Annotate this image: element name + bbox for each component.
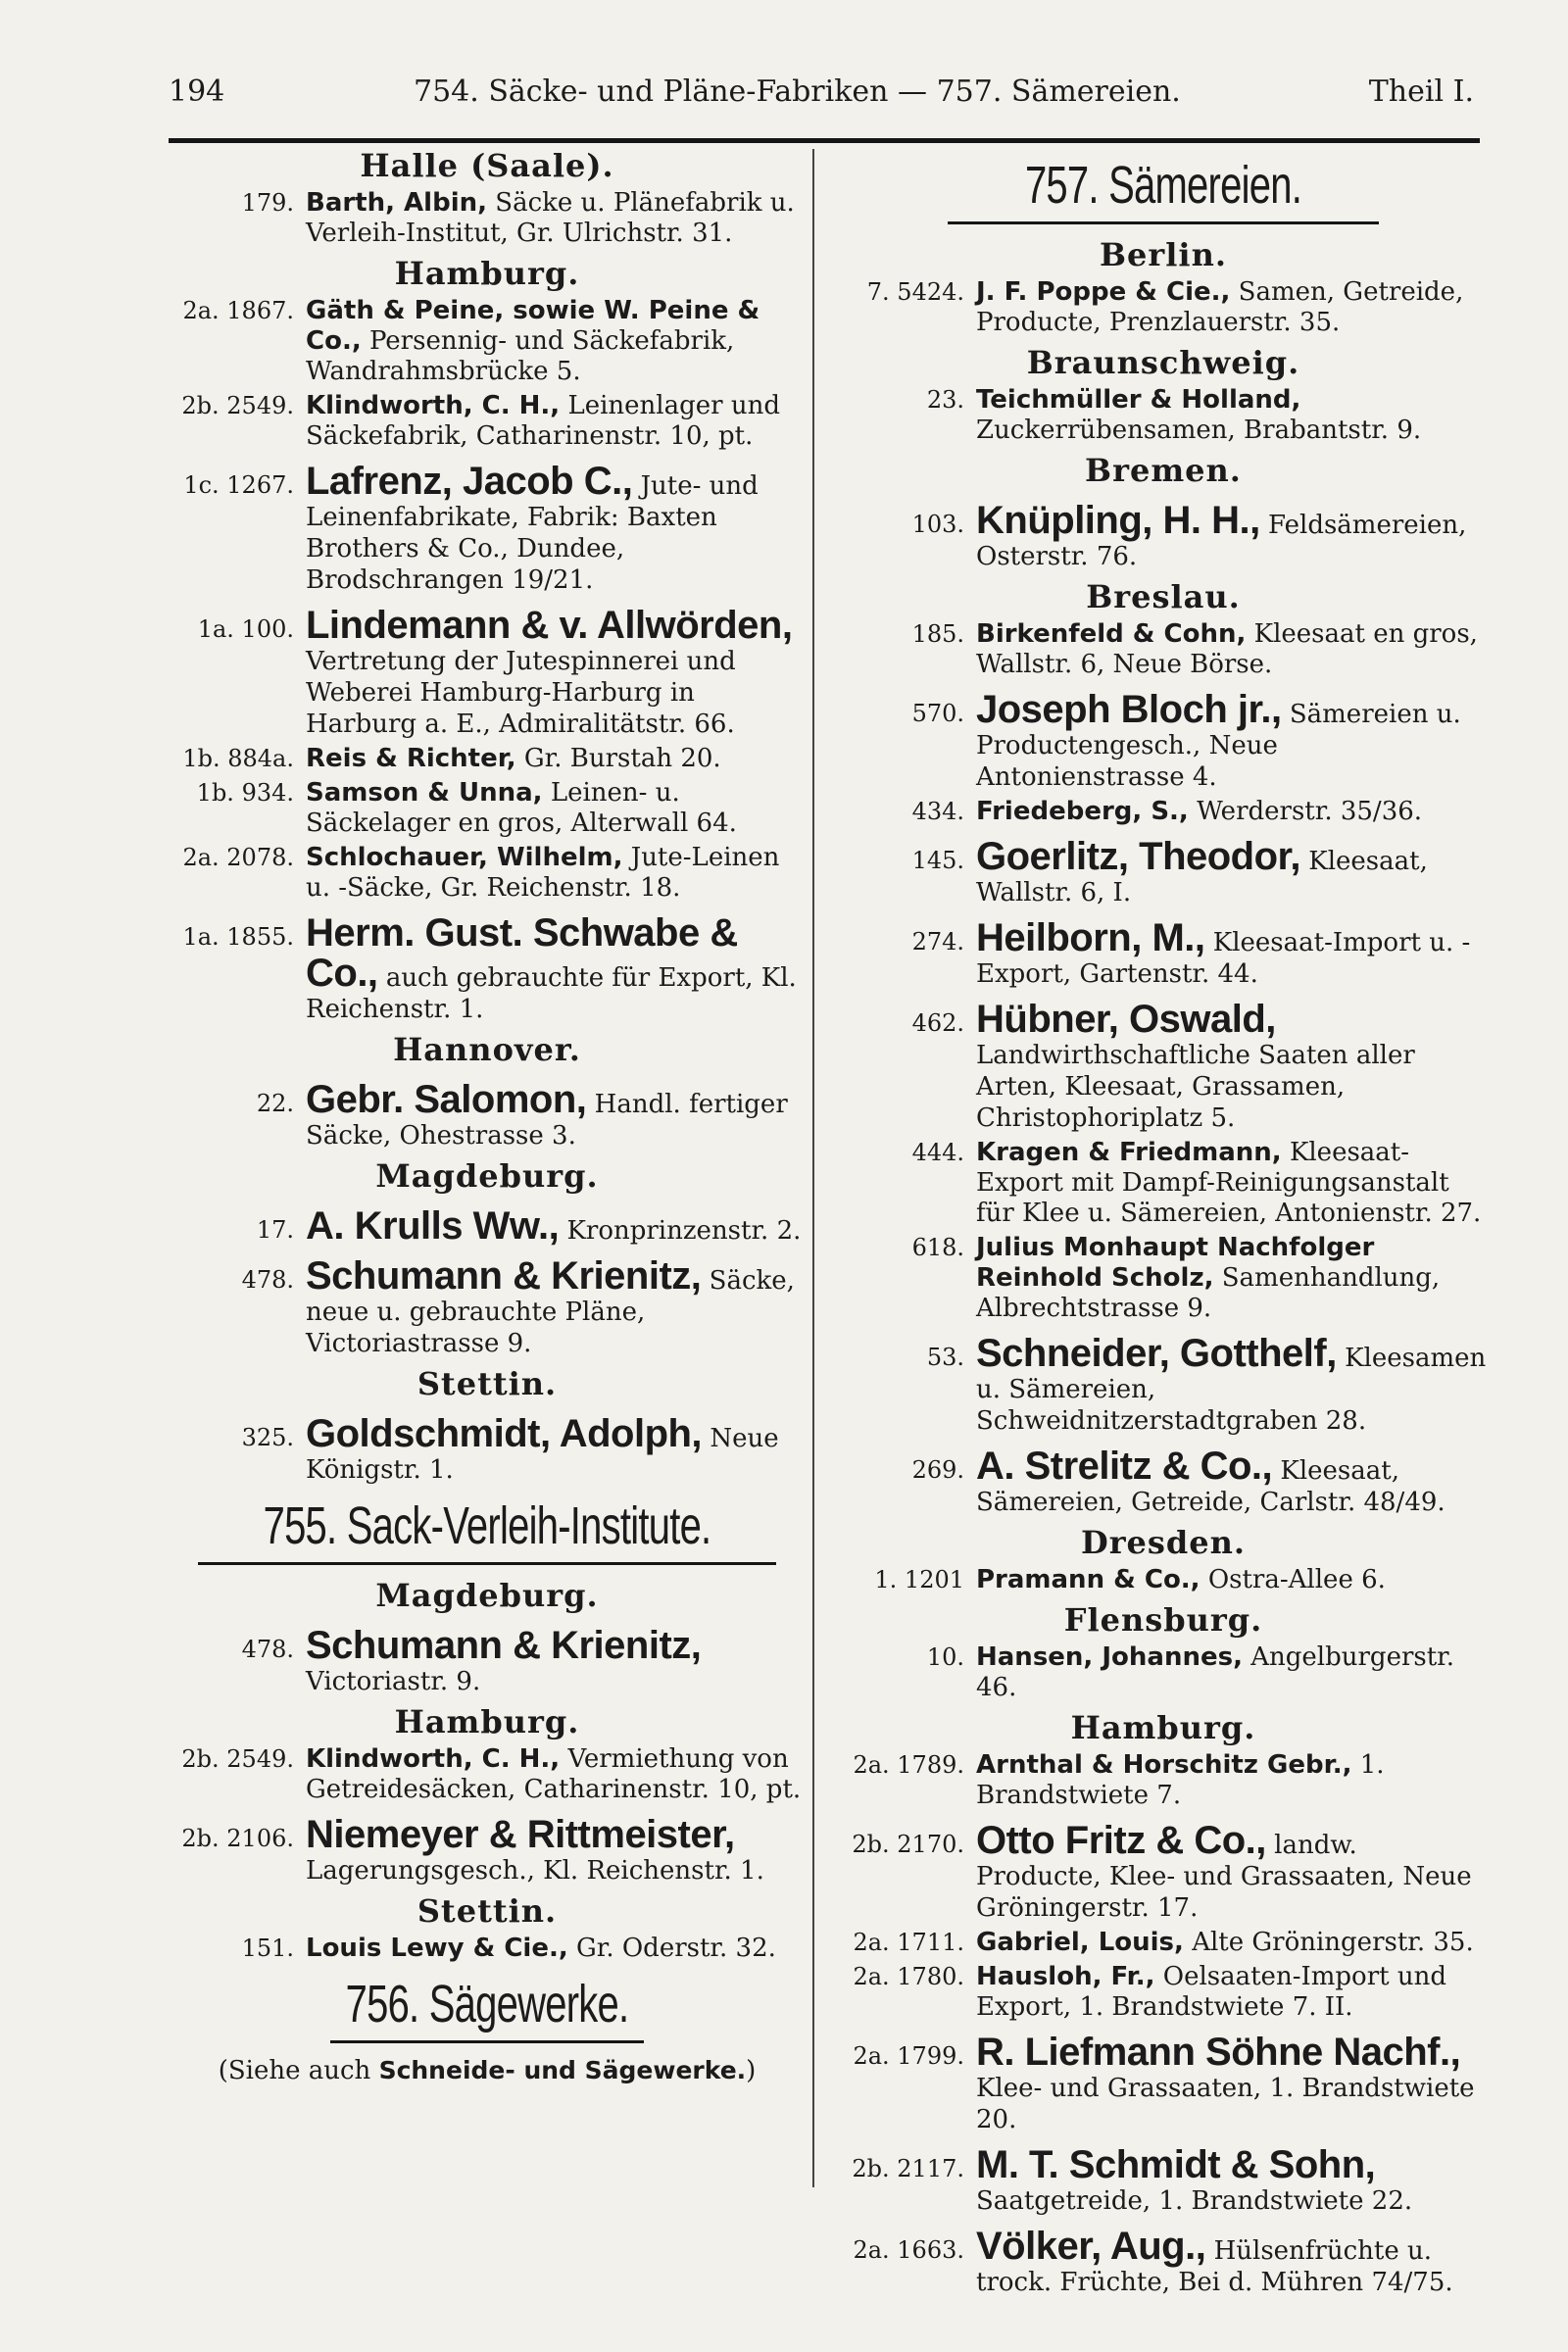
entry-name: Schlochauer, Wilhelm, xyxy=(306,843,623,872)
entry-name: Friedeberg, S., xyxy=(976,797,1189,826)
list-item xyxy=(169,462,806,596)
entry-desc: Landwirthschaftliche Saaten aller Arten, Kleesaat, Grassamen, Christophoriplatz 5. xyxy=(976,1041,1415,1133)
entry-desc: Leinen- u. Säckelager en gros, Alterwall 64. xyxy=(306,778,737,838)
list-item xyxy=(839,1138,1488,1229)
entry-desc: Leinenlager und Säckefabrik, Catharinenstr. 10, pt. xyxy=(306,391,780,451)
city-heading: Hannover. xyxy=(393,1031,581,1068)
list-item xyxy=(839,1962,1488,2023)
entry-name: Hausloh, Fr., xyxy=(976,1962,1155,1991)
entry-number: 444. xyxy=(911,1139,964,1166)
column-divider xyxy=(812,149,814,2187)
entry-number: 151. xyxy=(241,1935,294,1962)
entry-number: 2b. 2106. xyxy=(181,1825,294,1852)
list-item xyxy=(839,1821,1488,1924)
list-item xyxy=(839,501,1488,572)
entry-name: Arnthal & Horschitz Gebr., xyxy=(976,1750,1352,1780)
list-item xyxy=(169,296,806,387)
section-rule xyxy=(198,1562,776,1565)
entry-number: 1b. 884a. xyxy=(182,745,294,772)
entry-number: 179. xyxy=(241,189,294,217)
list-item xyxy=(169,1080,806,1152)
entry-number: 103. xyxy=(911,511,964,538)
entry-desc: Vertretung der Jutespinnerei und Weberei Hamburg-Harburg in Harburg a. E., Admiralitätstr. 66. xyxy=(306,647,736,739)
entry-desc: Saatgetreide, 1. Brandstwiete 22. xyxy=(976,2186,1413,2216)
section-rule xyxy=(330,2040,644,2043)
city-heading: Stettin. xyxy=(416,1365,558,1402)
entry-number: 2a. 1780. xyxy=(853,1963,964,1990)
entry-number: 7. 5424. xyxy=(866,278,964,306)
entry-desc: Handl. fertiger Säcke, Ohestrasse 3. xyxy=(306,1090,788,1151)
entry-name: Völker, Aug., xyxy=(976,2225,1206,2268)
entry-name: Lindemann & v. Allwörden, xyxy=(306,604,793,647)
city-heading: Magdeburg. xyxy=(375,1157,599,1195)
entry-desc: Feldsämereien, Osterstr. 76. xyxy=(976,511,1467,571)
entry-number: 462. xyxy=(911,1009,964,1037)
entry-name: Kragen & Friedmann, xyxy=(976,1138,1282,1167)
city-heading: Hamburg. xyxy=(1070,1709,1256,1746)
entry-name: Gebr. Salomon, xyxy=(306,1078,587,1121)
entry-desc: Ostra-Allee 6. xyxy=(1207,1565,1386,1594)
entry-number: 478. xyxy=(241,1266,294,1294)
header-rule xyxy=(169,138,1480,143)
entry-name: Goldschmidt, Adolph, xyxy=(306,1412,703,1455)
entry-desc: Hülsenfrüchte u. trock. Früchte, Bei d. Mühren 74/75. xyxy=(976,2236,1453,2297)
entry-number: 1a. 1855. xyxy=(182,923,294,951)
entry-desc: Alte Gröningerstr. 35. xyxy=(1192,1928,1474,1957)
entry-desc: Neue Königstr. 1. xyxy=(306,1424,779,1485)
section-heading: 756. Sägewerke. xyxy=(345,1975,629,2034)
entry-name: Goerlitz, Theodor, xyxy=(976,835,1301,878)
entry-desc: Persennig- und Säckefabrik, Wandrahmsbrücke 5. xyxy=(306,326,735,386)
entry-number: 2a. 1799. xyxy=(853,2042,964,2070)
entry-name: Hansen, Johannes, xyxy=(976,1642,1243,1672)
list-item xyxy=(839,2033,1488,2135)
entry-number: 2a. 1789. xyxy=(853,1751,964,1779)
note-prefix: (Siehe auch xyxy=(218,2056,371,2085)
list-item xyxy=(169,1744,806,1805)
list-item xyxy=(169,1934,806,1964)
entry-number: 53. xyxy=(926,1344,964,1371)
entry-number: 434. xyxy=(911,798,964,825)
city-heading: Bremen. xyxy=(1085,452,1242,489)
entry-desc: Kleesamen u. Sämereien, Schweidnitzerstadtgraben 28. xyxy=(976,1344,1487,1436)
entry-name: Julius Monhaupt Nachfolger Reinhold Scholz, xyxy=(976,1233,1375,1293)
running-title: 754. Säcke- und Pläne-Fabriken — 757. Sämereien. xyxy=(414,74,1181,109)
entry-desc: Gr. Oderstr. 32. xyxy=(575,1934,776,1963)
list-item xyxy=(839,2145,1488,2217)
list-item xyxy=(839,797,1488,827)
city-heading: Dresden. xyxy=(1080,1524,1247,1561)
entry-desc: Säcke, neue u. gebrauchte Pläne, Victoriastrasse 9. xyxy=(306,1266,795,1358)
entry-name: Knüpling, H. H., xyxy=(976,499,1260,542)
entry-name: Gäth & Peine, sowie W. Peine & Co., xyxy=(306,296,760,356)
city-heading: Halle (Saale). xyxy=(360,147,614,184)
city-heading: Hamburg. xyxy=(394,255,580,292)
entry-name: Pramann & Co., xyxy=(976,1565,1200,1594)
entry-name: Teichmüller & Holland, xyxy=(976,385,1301,415)
running-head xyxy=(169,74,1474,114)
entry-name: Lafrenz, Jacob C., xyxy=(306,460,633,503)
note-suffix: ) xyxy=(746,2056,757,2085)
entry-desc: Kleesaat en gros, Wallstr. 6, Neue Börse. xyxy=(976,619,1478,679)
entry-name: Schneider, Gotthelf, xyxy=(976,1332,1337,1375)
part-label: Theil I. xyxy=(1368,74,1474,109)
list-item xyxy=(169,391,806,452)
entry-desc: Jute- und Leinenfabrikate, Fabrik: Baxten Brothers & Co., Dundee, Brodschrangen 19/21. xyxy=(306,471,759,595)
entry-name: Joseph Bloch jr., xyxy=(976,688,1282,731)
entry-number: 2b. 2117. xyxy=(852,2155,964,2182)
entry-desc: Samenhandlung, Albrechtstrasse 9. xyxy=(976,1263,1441,1323)
left-column xyxy=(169,145,806,2088)
entry-name: Heilborn, M., xyxy=(976,916,1205,959)
entry-desc: Oelsaaten-Import und Export, 1. Brandstwiete 7. II. xyxy=(976,1962,1446,2022)
entry-desc: Klee- und Grassaaten, 1. Brandstwiete 20. xyxy=(976,2074,1475,2134)
entry-desc: Kronprinzenstr. 2. xyxy=(566,1216,802,1246)
entry-desc: Lagerungsgesch., Kl. Reichenstr. 1. xyxy=(306,1856,764,1886)
entry-number: 478. xyxy=(241,1636,294,1663)
entry-desc: Samen, Getreide, Producte, Prenzlauerstr. 35. xyxy=(976,277,1464,337)
entry-name: Barth, Albin, xyxy=(306,188,487,218)
list-item xyxy=(169,744,806,774)
list-item xyxy=(839,1928,1488,1958)
list-item xyxy=(169,778,806,839)
entry-name: M. T. Schmidt & Sohn, xyxy=(976,2143,1376,2186)
list-item xyxy=(169,1626,806,1697)
list-item xyxy=(839,2227,1488,2298)
list-item xyxy=(169,843,806,904)
entry-desc: Angelburgerstr. 46. xyxy=(976,1642,1455,1702)
entry-number: 2a. 1867. xyxy=(182,297,294,324)
city-heading: Hamburg. xyxy=(394,1703,580,1740)
entry-number: 1c. 1267. xyxy=(183,471,294,499)
entry-name: Reis & Richter, xyxy=(306,744,516,773)
entry-number: 2a. 2078. xyxy=(182,844,294,871)
list-item xyxy=(839,918,1488,990)
list-item xyxy=(169,1206,806,1247)
entry-number: 23. xyxy=(926,386,964,414)
entry-desc: Werderstr. 35/36. xyxy=(1197,797,1423,826)
page-number: 194 xyxy=(169,74,225,109)
entry-name: Birkenfeld & Cohn, xyxy=(976,619,1247,649)
entry-desc: Sämereien u. Productengesch., Neue Antonienstrasse 4. xyxy=(976,700,1461,792)
entry-desc: Gr. Burstah 20. xyxy=(523,744,721,773)
entry-desc: Kleesaat-Import u. -Export, Gartenstr. 44. xyxy=(976,928,1471,989)
entry-name: Herm. Gust. Schwabe & Co., xyxy=(306,911,738,995)
entry-number: 274. xyxy=(911,928,964,956)
section-heading: 755. Sack-Verleih-Institute. xyxy=(263,1496,711,1555)
list-item xyxy=(169,1414,806,1486)
entry-number: 2a. 1663. xyxy=(853,2236,964,2264)
list-item xyxy=(839,837,1488,908)
city-heading: Flensburg. xyxy=(1063,1601,1263,1639)
list-item xyxy=(839,1750,1488,1811)
list-item xyxy=(169,606,806,740)
entry-number: 1. 1201 xyxy=(874,1566,964,1593)
entry-desc: Kleesaat-Export mit Dampf-Reinigungsanstalt für Klee u. Sämereien, Antonienstr. 27. xyxy=(976,1138,1482,1228)
city-heading: Braunschweig. xyxy=(1026,344,1300,381)
list-item xyxy=(839,690,1488,793)
entry-number: 22. xyxy=(256,1090,294,1117)
entry-name: Samson & Unna, xyxy=(306,778,543,808)
list-item xyxy=(839,1334,1488,1437)
list-item xyxy=(839,385,1488,446)
entry-name: Otto Fritz & Co., xyxy=(976,1819,1266,1862)
section-rule xyxy=(948,221,1379,224)
entry-name: Louis Lewy & Cie., xyxy=(306,1934,568,1963)
entry-desc: Victoriastr. 9. xyxy=(306,1667,481,1696)
entry-desc: landw. Producte, Klee- und Grassaaten, Neue Gröningerstr. 17. xyxy=(976,1831,1472,1923)
list-item xyxy=(169,1815,806,1886)
list-item xyxy=(169,913,806,1025)
list-item xyxy=(839,1642,1488,1703)
entry-desc: Vermiethung von Getreidesäcken, Catharinenstr. 10, pt. xyxy=(306,1744,802,1804)
entry-name: A. Krulls Ww., xyxy=(306,1204,560,1248)
entry-desc: Säcke u. Plänefabrik u. Verleih-Institut, Gr. Ulrichstr. 31. xyxy=(306,188,795,248)
entry-number: 145. xyxy=(911,847,964,874)
section-heading: 757. Sämereien. xyxy=(1024,156,1302,215)
entry-number: 2b. 2549. xyxy=(181,1745,294,1773)
entry-name: R. Liefmann Söhne Nachf., xyxy=(976,2031,1461,2074)
entry-desc: Kleesaat, Sämereien, Getreide, Carlstr. 48/49. xyxy=(976,1456,1446,1517)
entry-number: 10. xyxy=(926,1643,964,1671)
city-heading: Stettin. xyxy=(416,1892,558,1930)
list-item xyxy=(839,619,1488,680)
list-item xyxy=(169,1256,806,1359)
entry-number: 325. xyxy=(241,1424,294,1451)
entry-name: Hübner, Oswald, xyxy=(976,998,1276,1041)
city-heading: Magdeburg. xyxy=(375,1577,599,1614)
entry-number: 269. xyxy=(911,1456,964,1484)
entry-name: Klindworth, C. H., xyxy=(306,1744,561,1774)
entry-desc: Kleesaat, Wallstr. 6, I. xyxy=(976,847,1428,907)
entry-number: 185. xyxy=(911,620,964,648)
entry-desc: Zuckerrübensamen, Brabantstr. 9. xyxy=(976,416,1422,445)
list-item xyxy=(839,277,1488,338)
entry-name: Niemeyer & Rittmeister, xyxy=(306,1813,735,1856)
list-item xyxy=(839,1446,1488,1518)
see-also-note xyxy=(169,2053,806,2088)
entry-desc: auch gebrauchte für Export, Kl. Reichenstr. 1. xyxy=(306,963,797,1024)
entry-desc: Jute-Leinen u. -Säcke, Gr. Reichenstr. 18. xyxy=(306,843,780,903)
right-column xyxy=(839,145,1488,2302)
entry-number: 2b. 2549. xyxy=(181,392,294,419)
entry-number: 17. xyxy=(256,1216,294,1244)
entry-number: 1b. 934. xyxy=(196,779,294,807)
entry-number: 1a. 100. xyxy=(197,615,294,643)
city-heading: Berlin. xyxy=(1100,236,1227,273)
entry-name: Klindworth, C. H., xyxy=(306,391,561,420)
entry-name: Schumann & Krienitz, xyxy=(306,1254,702,1298)
city-heading: Breslau. xyxy=(1086,578,1241,615)
entry-name: J. F. Poppe & Cie., xyxy=(976,277,1231,307)
entry-name: A. Strelitz & Co., xyxy=(976,1445,1273,1488)
note-reference: Schneide- und Sägewerke. xyxy=(378,2056,747,2084)
entry-name: Schumann & Krienitz, xyxy=(306,1624,702,1667)
list-item xyxy=(839,1565,1488,1595)
list-item xyxy=(839,1000,1488,1134)
entry-number: 2b. 2170. xyxy=(852,1831,964,1858)
entry-number: 570. xyxy=(911,700,964,727)
entry-name: Gabriel, Louis, xyxy=(976,1928,1184,1957)
entry-desc: 1. Brandstwiete 7. xyxy=(976,1750,1385,1810)
list-item xyxy=(169,188,806,249)
entry-number: 618. xyxy=(911,1234,964,1261)
entry-number: 2a. 1711. xyxy=(853,1929,964,1956)
list-item xyxy=(839,1233,1488,1324)
